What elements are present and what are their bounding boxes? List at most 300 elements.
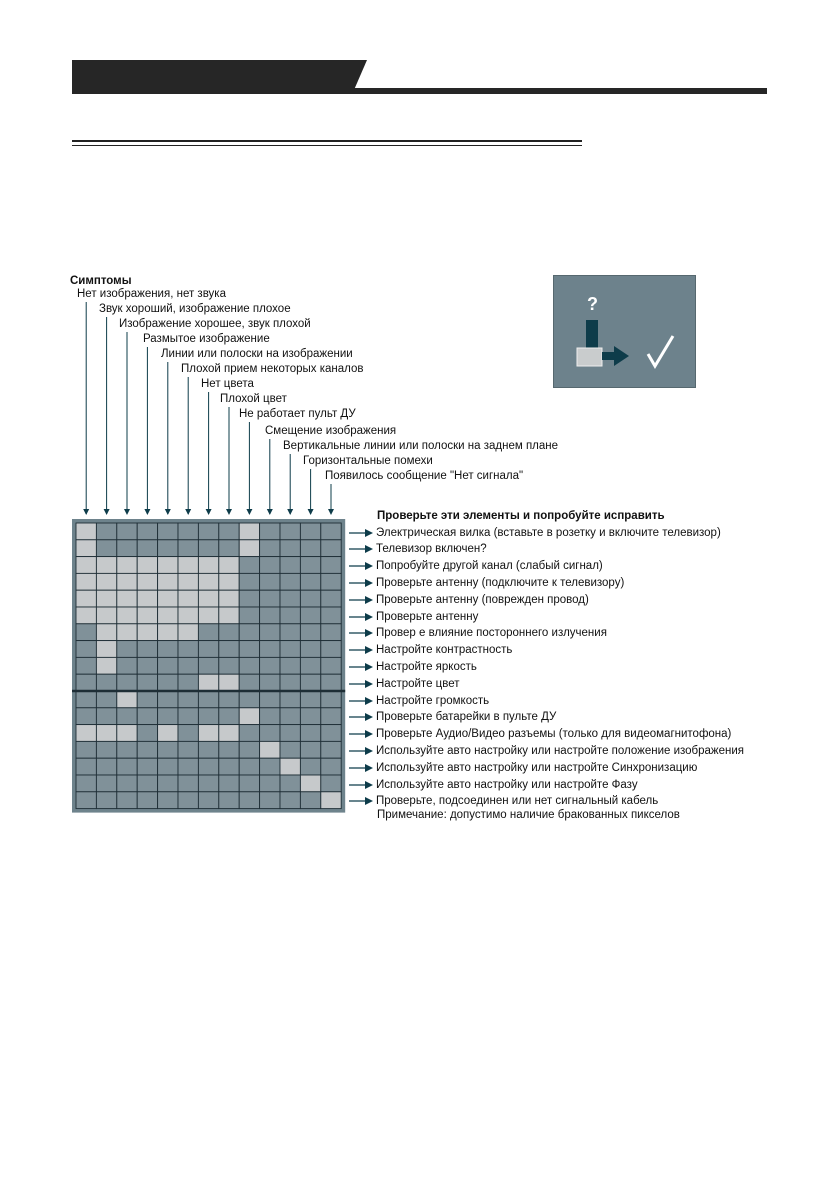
matrix-cell-marked: [137, 624, 157, 641]
matrix-cell: [239, 691, 259, 708]
matrix-cell: [158, 674, 178, 691]
matrix-cell: [300, 641, 320, 658]
matrix-cell-marked: [76, 523, 96, 540]
matrix-cell-marked: [198, 607, 218, 624]
matrix-cell: [96, 691, 116, 708]
matrix-cell-marked: [137, 607, 157, 624]
matrix-cell: [178, 725, 198, 742]
symptom-label: Горизонтальные помехи: [303, 455, 433, 467]
matrix-cell: [260, 758, 280, 775]
matrix-cell-marked: [198, 590, 218, 607]
matrix-cell: [158, 523, 178, 540]
matrix-cell: [260, 641, 280, 658]
matrix-cell: [198, 540, 218, 557]
matrix-cell: [239, 573, 259, 590]
action-label: Настройте контрастность: [376, 644, 513, 657]
matrix-cell: [117, 540, 137, 557]
matrix-cell: [300, 624, 320, 641]
matrix-cell-marked: [198, 725, 218, 742]
action-item: [349, 776, 638, 793]
matrix-cell-marked: [117, 607, 137, 624]
matrix-cell: [219, 792, 239, 809]
matrix-cell: [321, 523, 341, 540]
matrix-cell: [137, 741, 157, 758]
matrix-cell: [158, 741, 178, 758]
symptom-label: Изображение хорошее, звук плохой: [119, 318, 311, 330]
arrow-right-icon: [349, 679, 373, 689]
matrix-cell-marked: [137, 573, 157, 590]
matrix-cell: [96, 758, 116, 775]
matrix-cell: [321, 607, 341, 624]
matrix-cell: [198, 641, 218, 658]
action-item: [349, 709, 556, 726]
matrix-cell: [76, 691, 96, 708]
matrix-cell: [300, 708, 320, 725]
matrix-cell: [321, 557, 341, 574]
matrix-cell: [300, 573, 320, 590]
matrix-cell: [178, 657, 198, 674]
matrix-cell: [198, 657, 218, 674]
matrix-cell: [260, 590, 280, 607]
action-label: Провер е влияние постороннего излучения: [376, 627, 607, 640]
action-item: [349, 642, 512, 659]
matrix-cell-marked: [280, 758, 300, 775]
matrix-cell: [280, 607, 300, 624]
matrix-cell: [158, 691, 178, 708]
matrix-cell: [219, 708, 239, 725]
matrix-cell-marked: [117, 590, 137, 607]
matrix-cell: [321, 741, 341, 758]
matrix-cell: [117, 657, 137, 674]
matrix-cell: [178, 792, 198, 809]
matrix-cell-marked: [321, 792, 341, 809]
matrix-cell-marked: [178, 607, 198, 624]
matrix-cell: [219, 775, 239, 792]
matrix-cell: [178, 708, 198, 725]
action-item: [349, 608, 478, 625]
action-item: [349, 574, 624, 591]
matrix-cell-marked: [198, 557, 218, 574]
matrix-cell: [321, 540, 341, 557]
matrix-cell: [117, 523, 137, 540]
matrix-cell: [117, 708, 137, 725]
matrix-cell: [137, 708, 157, 725]
action-item: [349, 625, 607, 642]
matrix-cell-marked: [76, 607, 96, 624]
matrix-cell: [260, 708, 280, 725]
action-label: Настройте цвет: [376, 677, 460, 690]
arrow-down-icon: [185, 509, 191, 515]
matrix-cell: [321, 674, 341, 691]
note-text: Примечание: допустимо наличие бракованных пикселов: [377, 809, 680, 821]
matrix-cell: [219, 691, 239, 708]
matrix-cell: [260, 657, 280, 674]
matrix-cell: [321, 725, 341, 742]
matrix-cell: [178, 775, 198, 792]
matrix-cell: [280, 657, 300, 674]
matrix-cell: [117, 775, 137, 792]
symptom-label: Нет цвета: [201, 378, 254, 390]
matrix-cell-marked: [178, 590, 198, 607]
arrow-down-icon: [165, 509, 171, 515]
matrix-cell: [260, 540, 280, 557]
matrix-cell-marked: [178, 557, 198, 574]
matrix-cell-marked: [117, 573, 137, 590]
matrix-cell: [178, 523, 198, 540]
matrix-cell: [239, 775, 259, 792]
matrix-cell-marked: [96, 573, 116, 590]
matrix-cell: [96, 792, 116, 809]
action-item: [349, 524, 721, 541]
matrix-cell: [198, 775, 218, 792]
matrix-cell: [76, 708, 96, 725]
matrix-cell: [198, 523, 218, 540]
matrix-cell-marked: [96, 624, 116, 641]
action-item: [349, 558, 603, 575]
action-label: Настройте яркость: [376, 660, 477, 673]
action-item: [349, 692, 489, 709]
symptom-label: Размытое изображение: [143, 333, 270, 345]
matrix-cell: [198, 691, 218, 708]
arrow-down-icon: [124, 509, 130, 515]
matrix-cell: [117, 792, 137, 809]
matrix-cell: [76, 741, 96, 758]
matrix-cell-marked: [178, 573, 198, 590]
arrow-right-icon: [349, 763, 373, 773]
matrix-cell: [280, 708, 300, 725]
matrix-cell-marked: [158, 607, 178, 624]
symptom-label: Вертикальные линии или полоски на заднем плане: [283, 440, 559, 452]
matrix-cell-marked: [117, 691, 137, 708]
arrow-right-icon: [349, 746, 373, 756]
matrix-cell: [260, 557, 280, 574]
matrix-cell: [300, 691, 320, 708]
matrix-cell: [239, 674, 259, 691]
matrix-cell: [239, 641, 259, 658]
matrix-cell: [137, 691, 157, 708]
matrix-cell: [260, 725, 280, 742]
matrix-cell: [76, 758, 96, 775]
matrix-cell: [137, 758, 157, 775]
action-item: [349, 675, 460, 692]
matrix-cell: [96, 674, 116, 691]
matrix-cell: [117, 758, 137, 775]
matrix-cell: [260, 573, 280, 590]
arrow-down-icon: [104, 509, 110, 515]
matrix-cell: [280, 557, 300, 574]
matrix-cell: [96, 540, 116, 557]
arrow-right-icon: [349, 662, 373, 672]
matrix-cell: [280, 624, 300, 641]
arrow-right-icon: [349, 628, 373, 638]
matrix-cell: [96, 741, 116, 758]
matrix-cell: [260, 792, 280, 809]
matrix-cell: [219, 641, 239, 658]
matrix-cell-marked: [158, 725, 178, 742]
symptom-label: Плохой прием некоторых каналов: [181, 363, 364, 375]
arrow-down-icon: [328, 509, 334, 515]
action-label: Проверьте антенну: [376, 610, 479, 623]
matrix-cell: [280, 523, 300, 540]
matrix-cell-marked: [96, 641, 116, 658]
action-item: [349, 726, 731, 743]
matrix-cell: [280, 775, 300, 792]
matrix-cell: [76, 657, 96, 674]
action-item: [349, 742, 744, 759]
action-label: Проверьте, подсоединен или нет сигнальный кабель: [376, 795, 659, 808]
matrix-cell: [280, 725, 300, 742]
matrix-cell: [300, 674, 320, 691]
matrix-cell: [300, 540, 320, 557]
arrow-right-icon: [349, 561, 373, 571]
matrix-cell-marked: [96, 657, 116, 674]
matrix-cell-marked: [96, 607, 116, 624]
matrix-cell: [280, 540, 300, 557]
matrix-cell: [178, 674, 198, 691]
arrow-right-icon: [349, 712, 373, 722]
matrix-cell-marked: [260, 741, 280, 758]
matrix-cell-marked: [76, 573, 96, 590]
matrix-cell: [239, 624, 259, 641]
matrix-cell: [239, 590, 259, 607]
matrix-cell: [300, 523, 320, 540]
matrix-cell: [96, 775, 116, 792]
matrix-cell: [158, 758, 178, 775]
arrow-right-icon: [349, 696, 373, 706]
matrix-cell-marked: [76, 540, 96, 557]
matrix-cell: [280, 792, 300, 809]
arrow-down-icon: [206, 509, 212, 515]
matrix-cell: [76, 792, 96, 809]
action-item: [349, 793, 658, 810]
symptom-label: Не работает пульт ДУ: [239, 408, 356, 420]
checkmark-icon: [648, 336, 673, 366]
matrix-cell: [117, 641, 137, 658]
action-item: [349, 658, 477, 675]
matrix-cell: [158, 657, 178, 674]
matrix-cell: [137, 657, 157, 674]
matrix-cell: [178, 758, 198, 775]
arrow-down-icon: [226, 509, 232, 515]
matrix-cell-marked: [198, 573, 218, 590]
matrix-cell: [321, 758, 341, 775]
matrix-cell: [198, 758, 218, 775]
matrix-cell-marked: [96, 557, 116, 574]
matrix-cell: [260, 607, 280, 624]
arrow-down-icon: [287, 509, 293, 515]
matrix-cell: [219, 523, 239, 540]
matrix-cell: [300, 758, 320, 775]
matrix-cell: [239, 741, 259, 758]
matrix-cell: [280, 573, 300, 590]
matrix-cell: [260, 624, 280, 641]
matrix-cell: [137, 792, 157, 809]
matrix-cell: [321, 573, 341, 590]
matrix-cell: [219, 758, 239, 775]
matrix-cell: [280, 641, 300, 658]
matrix-cell: [300, 557, 320, 574]
matrix-cell: [321, 641, 341, 658]
matrix-cell: [321, 590, 341, 607]
arrow-down-icon: [144, 509, 150, 515]
symptom-label: Смещение изображения: [265, 425, 397, 437]
matrix-cell: [280, 590, 300, 607]
matrix-cell: [158, 708, 178, 725]
matrix-cell: [178, 540, 198, 557]
action-item: [349, 541, 487, 558]
action-label: Проверьте антенну (поврежден провод): [376, 593, 589, 606]
matrix-cell: [178, 691, 198, 708]
matrix-cell-marked: [76, 557, 96, 574]
matrix-cell-marked: [219, 725, 239, 742]
fix-icon: [554, 276, 697, 389]
matrix-cell: [178, 641, 198, 658]
matrix-cell: [300, 725, 320, 742]
matrix-cell: [321, 657, 341, 674]
matrix-cell: [76, 674, 96, 691]
arrow-down-icon: [308, 509, 314, 515]
arrow-right-icon: [349, 595, 373, 605]
matrix-cell: [76, 775, 96, 792]
matrix-cell: [137, 540, 157, 557]
matrix-cell: [137, 641, 157, 658]
matrix-cell-marked: [137, 557, 157, 574]
matrix-cell-marked: [96, 725, 116, 742]
matrix-cell: [158, 540, 178, 557]
matrix-cell-marked: [158, 590, 178, 607]
matrix-cell: [239, 607, 259, 624]
arrow-right-icon: [614, 346, 629, 366]
matrix-cell-marked: [76, 725, 96, 742]
matrix-cell: [280, 674, 300, 691]
matrix-cell: [321, 691, 341, 708]
matrix-cell-marked: [300, 775, 320, 792]
matrix-cell: [76, 624, 96, 641]
symptom-label: Плохой цвет: [220, 393, 287, 405]
matrix-cell: [117, 741, 137, 758]
matrix-cell-marked: [239, 523, 259, 540]
matrix-cell: [260, 775, 280, 792]
arrow-right-icon: [349, 645, 373, 655]
matrix-cell-marked: [96, 590, 116, 607]
symptom-label: Линии или полоски на изображении: [161, 348, 353, 360]
matrix-cell: [219, 540, 239, 557]
matrix-cell: [239, 758, 259, 775]
arrow-right-icon: [349, 544, 373, 554]
matrix-cell: [300, 792, 320, 809]
symptoms-title: Симптомы: [70, 275, 132, 287]
question-mark-icon: ?: [587, 294, 598, 314]
matrix-cell: [321, 708, 341, 725]
matrix-cell-marked: [117, 557, 137, 574]
arrow-right-icon: [349, 780, 373, 790]
matrix-cell: [96, 708, 116, 725]
matrix-cell: [137, 523, 157, 540]
matrix-cell: [219, 624, 239, 641]
action-item: [349, 759, 697, 776]
matrix-cell: [137, 775, 157, 792]
matrix-cell: [280, 741, 300, 758]
matrix-cell: [117, 674, 137, 691]
matrix-cell: [300, 741, 320, 758]
action-label: Проверьте антенну (подключите к телевизору): [376, 576, 625, 589]
matrix-cell-marked: [198, 674, 218, 691]
matrix-cell: [137, 725, 157, 742]
action-label: Попробуйте другой канал (слабый сигнал): [376, 560, 603, 573]
matrix-cell-marked: [137, 590, 157, 607]
matrix-cell-marked: [239, 540, 259, 557]
matrix-cell: [239, 792, 259, 809]
matrix-cell: [321, 775, 341, 792]
arrow-down-icon: [83, 509, 89, 515]
matrix-cell: [198, 624, 218, 641]
matrix-cell: [158, 641, 178, 658]
matrix-cell-marked: [219, 674, 239, 691]
matrix-cell-marked: [219, 590, 239, 607]
matrix-cell-marked: [219, 557, 239, 574]
matrix-cell: [96, 523, 116, 540]
matrix-cell: [260, 523, 280, 540]
arrow-right-icon: [349, 796, 373, 806]
matrix-cell: [178, 741, 198, 758]
matrix-cell: [260, 691, 280, 708]
matrix-cell: [219, 741, 239, 758]
action-label: Используйте авто настройку или настройте Синхронизацию: [376, 761, 698, 774]
arrow-down-icon: [267, 509, 273, 515]
action-label: Телевизор включен?: [376, 543, 487, 556]
action-label: Настройте громкость: [376, 694, 490, 707]
matrix-cell: [260, 674, 280, 691]
matrix-cell-marked: [219, 607, 239, 624]
matrix-cell: [239, 557, 259, 574]
action-label: Используйте авто настройку или настройте положение изображения: [376, 744, 745, 757]
troubleshoot-icon: [553, 275, 696, 388]
arrow-right-icon: [349, 528, 373, 538]
matrix-cell: [198, 792, 218, 809]
matrix-cell-marked: [239, 708, 259, 725]
matrix-cell-marked: [117, 725, 137, 742]
matrix-cell: [321, 624, 341, 641]
action-label: Электрическая вилка (вставьте в розетку и включите телевизор): [376, 526, 721, 539]
arrow-right-icon: [349, 578, 373, 588]
matrix-cell: [198, 708, 218, 725]
matrix-cell: [198, 741, 218, 758]
matrix-cell: [158, 792, 178, 809]
matrix-cell-marked: [178, 624, 198, 641]
matrix-cell-marked: [158, 624, 178, 641]
action-label: Проверьте Аудио/Видео разъемы (только для видеомагнитофона): [376, 728, 732, 741]
matrix-cell: [300, 607, 320, 624]
matrix-cell-marked: [76, 590, 96, 607]
matrix-cell: [239, 657, 259, 674]
arrow-right-icon: [349, 729, 373, 739]
arrow-right-icon: [349, 612, 373, 622]
matrix-cell-marked: [219, 573, 239, 590]
matrix-cell: [137, 674, 157, 691]
arrow-down-icon: [246, 509, 252, 515]
matrix-cell: [280, 691, 300, 708]
action-label: Проверьте батарейки в пульте ДУ: [376, 711, 557, 724]
matrix-cell: [300, 590, 320, 607]
matrix-cell: [76, 641, 96, 658]
symptom-label: Нет изображения, нет звука: [77, 288, 226, 300]
matrix-cell-marked: [117, 624, 137, 641]
matrix-cell: [239, 725, 259, 742]
action-label: Используйте авто настройку или настройте Фазу: [376, 778, 638, 791]
matrix-cell-marked: [158, 573, 178, 590]
symptom-label: Звук хороший, изображение плохое: [99, 303, 291, 315]
matrix-cell: [158, 775, 178, 792]
